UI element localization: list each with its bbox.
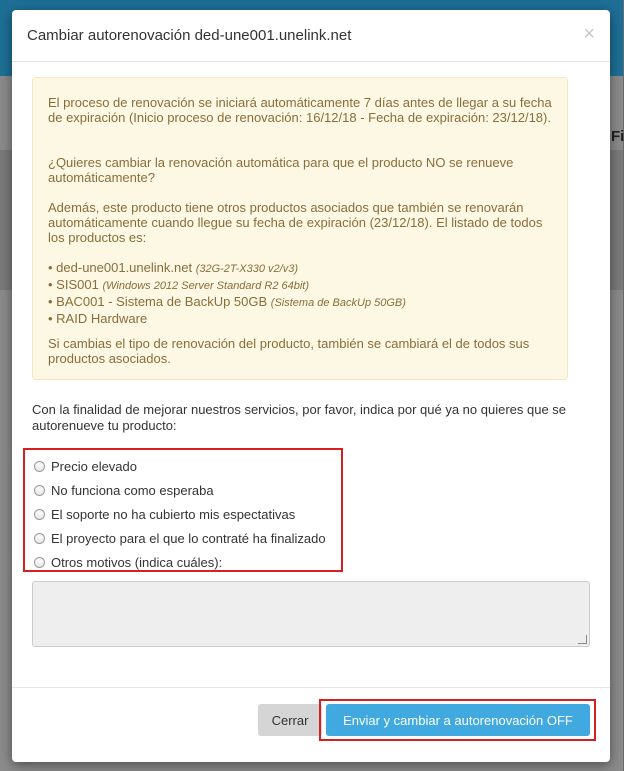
option-project-ended[interactable]: El proyecto para el que lo contraté ha finalizado (34, 528, 326, 548)
reason-options (23, 448, 343, 572)
modal-header (12, 10, 610, 62)
list-item: • BAC001 - Sistema de BackUp 50GB (Sistema de BackUp 50GB) (48, 294, 406, 309)
notice-associated-products: Además, este producto tiene otros productos asociados que también se renovarán automáticamente cuando llegue su fecha de expiración (23/12/18). El listado de todos los productos es: (48, 200, 543, 245)
list-item: • ded-une001.unelink.net (32G-2T-X330 v2/v3) (48, 260, 298, 275)
modal-title: Cambiar autorenovación ded-une001.unelink.net (27, 27, 352, 44)
close-button[interactable]: Cerrar (258, 704, 322, 736)
background-partial-text: Fi (611, 128, 624, 145)
reason-prompt: Con la finalidad de mejorar nuestros servicios, por favor, indica por qué ya no quieres que se autorenueve tu producto: (32, 402, 567, 433)
radio-icon[interactable] (34, 557, 45, 568)
notice-warning: Si cambias el tipo de renovación del producto, también se cambiará el de todos sus productos asociados. (48, 336, 530, 366)
notice-question: ¿Quieres cambiar la renovación automática para que el producto NO se renueve automáticamente? (48, 155, 514, 185)
product-list (48, 260, 558, 327)
submit-button[interactable]: Enviar y cambiar a autorenovación OFF (326, 704, 590, 736)
radio-icon[interactable] (34, 485, 45, 496)
list-item: • SIS001 (Windows 2012 Server Standard R2 64bit) (48, 277, 310, 292)
renewal-notice (32, 77, 568, 380)
footer-divider (12, 687, 610, 688)
notice-renewal-info: El proceso de renovación se iniciará automáticamente 7 días antes de llegar a su fecha de expiración (Inicio proceso de renovación: 16/12/18 - Fecha de expiración: 23/12/18). (48, 95, 552, 125)
close-icon[interactable]: × (583, 23, 595, 45)
radio-icon[interactable] (34, 533, 45, 544)
resize-handle-icon[interactable] (578, 635, 587, 644)
radio-icon[interactable] (34, 461, 45, 472)
other-reason-textarea[interactable] (32, 581, 590, 647)
option-support[interactable]: El soporte no ha cubierto mis espectativas (34, 504, 295, 524)
autorenewal-modal (12, 10, 610, 762)
radio-icon[interactable] (34, 509, 45, 520)
option-high-price[interactable]: Precio elevado (34, 456, 137, 476)
option-not-working[interactable]: No funciona como esperaba (34, 480, 214, 500)
list-item: • RAID Hardware (48, 311, 148, 326)
option-other[interactable]: Otros motivos (indica cuáles): (34, 552, 222, 572)
